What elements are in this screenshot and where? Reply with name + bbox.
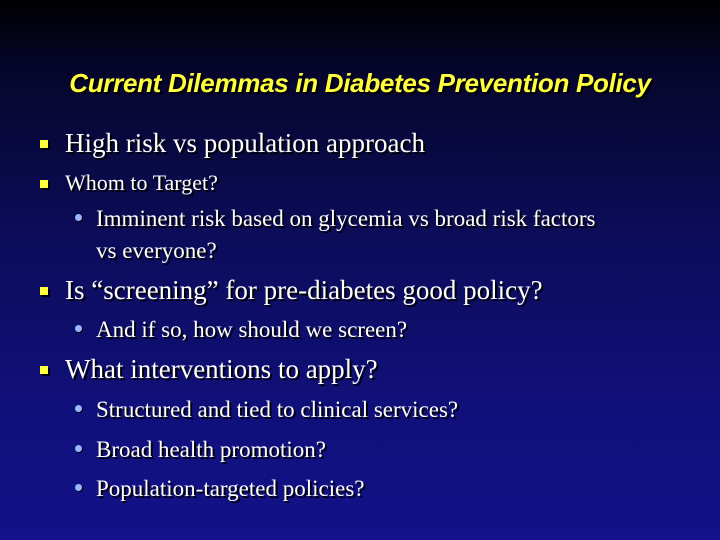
sub-bullet-item: And if so, how should we screen? [96, 317, 408, 342]
dot-bullet-icon [75, 484, 82, 491]
sub-bullet-item: Population-targeted policies? [96, 476, 365, 501]
square-bullet-icon [40, 180, 48, 188]
bullet-item: High risk vs population approach [65, 128, 425, 158]
square-bullet-icon [40, 287, 48, 295]
dot-bullet-icon [75, 325, 82, 332]
sub-bullet-item: Broad health promotion? [96, 437, 326, 462]
dot-bullet-icon [75, 445, 82, 452]
square-bullet-icon [40, 140, 48, 148]
bullet-item: Is “screening” for pre-diabetes good policy? [65, 275, 543, 305]
square-bullet-icon [40, 366, 48, 374]
sub-bullet-item: Imminent risk based on glycemia vs broad risk factors [96, 206, 596, 231]
dot-bullet-icon [75, 214, 82, 221]
bullet-item: What interventions to apply? [65, 354, 378, 384]
dot-bullet-icon [75, 405, 82, 412]
bullet-item: Whom to Target? [65, 170, 218, 195]
sub-bullet-item: Structured and tied to clinical services? [96, 397, 459, 422]
slide-title: Current Dilemmas in Diabetes Prevention Policy [69, 68, 651, 98]
sub-bullet-item-continued: vs everyone? [96, 238, 217, 263]
